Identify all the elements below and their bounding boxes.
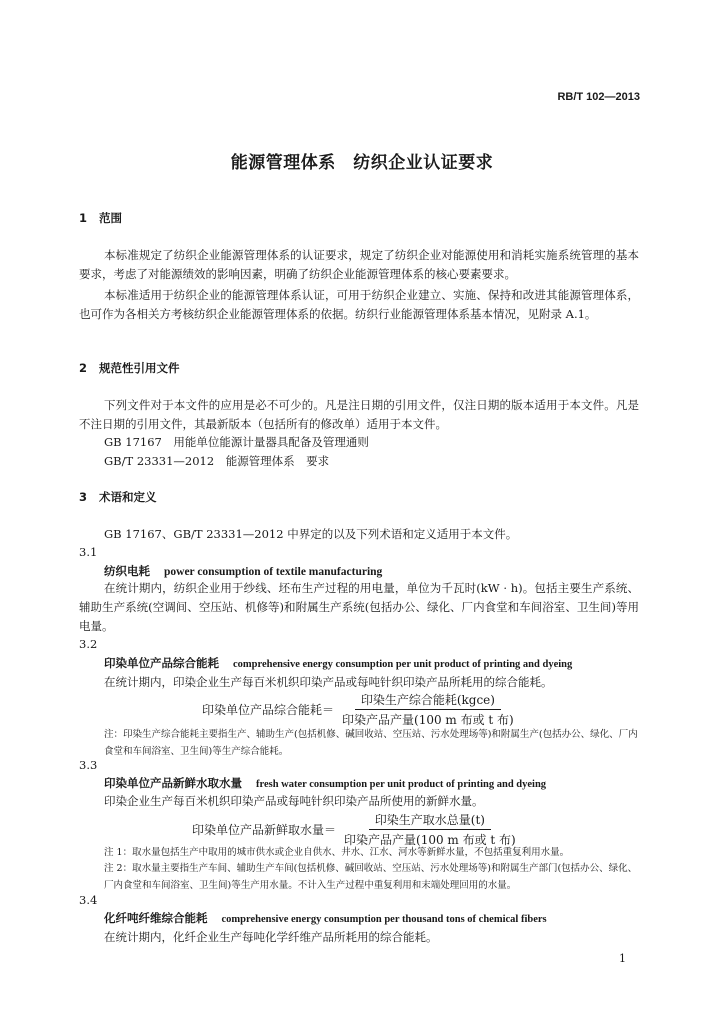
standard-code: RB/T 102—2013 bbox=[557, 91, 640, 103]
term-chinese: 印染单位产品新鲜水取水量 bbox=[104, 776, 242, 790]
section-title: 范围 bbox=[99, 211, 122, 225]
section-2-paragraph-1: 下列文件对于本文件的应用是必不可少的。凡是注日期的引用文件，仅注日期的版本适用于本文件。凡是不注日期的引用文件，其最新版本（包括所有的修改单）适用于本文件。 bbox=[79, 398, 639, 431]
term-chinese: 纺织电耗 bbox=[104, 564, 150, 578]
term-chinese: 印染单位产品综合能耗 bbox=[104, 656, 219, 670]
section-3-intro: GB 17167、GB/T 23331—2012 中界定的以及下列术语和定义适用于本文件。 bbox=[104, 527, 518, 541]
term-3-3 bbox=[104, 775, 546, 791]
formula-3-3 bbox=[192, 811, 522, 848]
section-1-paragraph-2: 本标准适用于纺织企业的能源管理体系认证，可用于纺织企业建立、实施、保持和改进其能源管理体系，也可作为各相关方考核纺织企业能源管理体系的依据。纺织行业能源管理体系基本情况，见附录 A.1。 bbox=[79, 288, 639, 321]
term-3-2-definition: 在统计期内，印染企业生产每百米机织印染产品或每吨针织印染产品所耗用的综合能耗。 bbox=[104, 675, 553, 689]
formula-denominator: 印染产品产量(100 m 布或 t 布) bbox=[344, 833, 516, 847]
document-title: 能源管理体系 纺织企业认证要求 bbox=[230, 153, 494, 173]
term-english: comprehensive energy consumption per thousand tons of chemical fibers bbox=[221, 914, 547, 925]
formula-lhs: 印染单位产品新鲜取水量＝ bbox=[192, 823, 337, 837]
term-3-1-definition: 在统计期内，纺织企业用于纱线、坯布生产过程的用电量，单位为千瓦时(kW · h)。包括主要生产系统、辅助生产系统(空调间、空压站、机修等)和附属生产系统(包括办公、绿化、厂内食堂和车间浴室、卫生间)等用电量。 bbox=[79, 581, 639, 633]
section-3-heading bbox=[79, 489, 157, 505]
term-english: fresh water consumption per unit product of printing and dyeing bbox=[256, 779, 547, 790]
term-3-2-note: 注：印染生产综合能耗主要指生产、辅助生产(包括机修、碱回收站、空压站、污水处理场等)和附属生产(包括办公、绿化、厂内食堂和车间浴室、卫生间)等生产综合能耗。 bbox=[104, 729, 638, 757]
formula-numerator: 印染生产取水总量(t) bbox=[369, 811, 491, 830]
section-title: 规范性引用文件 bbox=[99, 361, 180, 375]
section-title: 术语和定义 bbox=[99, 490, 157, 504]
normative-reference-2: GB/T 23331—2012 能源管理体系 要求 bbox=[104, 454, 330, 468]
section-number: 1 bbox=[79, 211, 88, 225]
term-english: comprehensive energy consumption per unit product of printing and dyeing bbox=[233, 659, 573, 670]
formula-numerator: 印染生产综合能耗(kgce) bbox=[355, 691, 501, 710]
section-number: 3 bbox=[79, 490, 88, 504]
clause-3-3-number: 3.3 bbox=[79, 758, 98, 772]
section-1-paragraph-1: 本标准规定了纺织企业能源管理体系的认证要求，规定了纺织企业对能源使用和消耗实施系统管理的基本要求，考虑了对能源绩效的影响因素，明确了纺织企业能源管理体系的核心要素要求。 bbox=[79, 248, 639, 281]
term-3-2 bbox=[104, 655, 572, 671]
page-number: 1 bbox=[619, 952, 626, 965]
section-number: 2 bbox=[79, 361, 88, 375]
formula-lhs: 印染单位产品综合能耗＝ bbox=[202, 703, 335, 717]
formula-fraction bbox=[338, 811, 522, 848]
term-3-3-note-2: 注 2：取水量主要指生产车间、辅助生产车间(包括机修、碱回收站、空压站、污水处理场等)和附属生产部门(包括办公、绿化、厂内食堂和车间浴室、卫生间)等生产用水量。不计入生产过程中重复利用和末端处理回用的水量。 bbox=[104, 863, 638, 891]
term-3-3-definition: 印染企业生产每百米机织印染产品或每吨针织印染产品所使用的新鲜水量。 bbox=[104, 794, 484, 808]
term-3-4-definition: 在统计期内，化纤企业生产每吨化学纤维产品所耗用的综合能耗。 bbox=[104, 930, 438, 944]
section-1-heading bbox=[79, 210, 122, 226]
term-3-3-note-1: 注 1：取水量包括生产中取用的城市供水或企业自供水、井水、江水、河水等新鲜水量，不包括重复利用水量。 bbox=[104, 847, 570, 858]
section-2-heading bbox=[79, 360, 180, 376]
formula-denominator: 印染产品产量(100 m 布或 t 布) bbox=[342, 713, 514, 727]
formula-fraction bbox=[336, 691, 520, 728]
term-3-1 bbox=[104, 563, 382, 579]
term-chinese: 化纤吨纤维综合能耗 bbox=[104, 911, 208, 925]
formula-3-2 bbox=[202, 691, 520, 728]
term-english: power consumption of textile manufacturing bbox=[164, 566, 383, 578]
normative-reference-1: GB 17167 用能单位能源计量器具配备及管理通则 bbox=[104, 435, 369, 449]
clause-3-4-number: 3.4 bbox=[79, 893, 98, 907]
clause-3-2-number: 3.2 bbox=[79, 637, 98, 651]
clause-3-1-number: 3.1 bbox=[79, 545, 98, 559]
term-3-4 bbox=[104, 910, 547, 926]
